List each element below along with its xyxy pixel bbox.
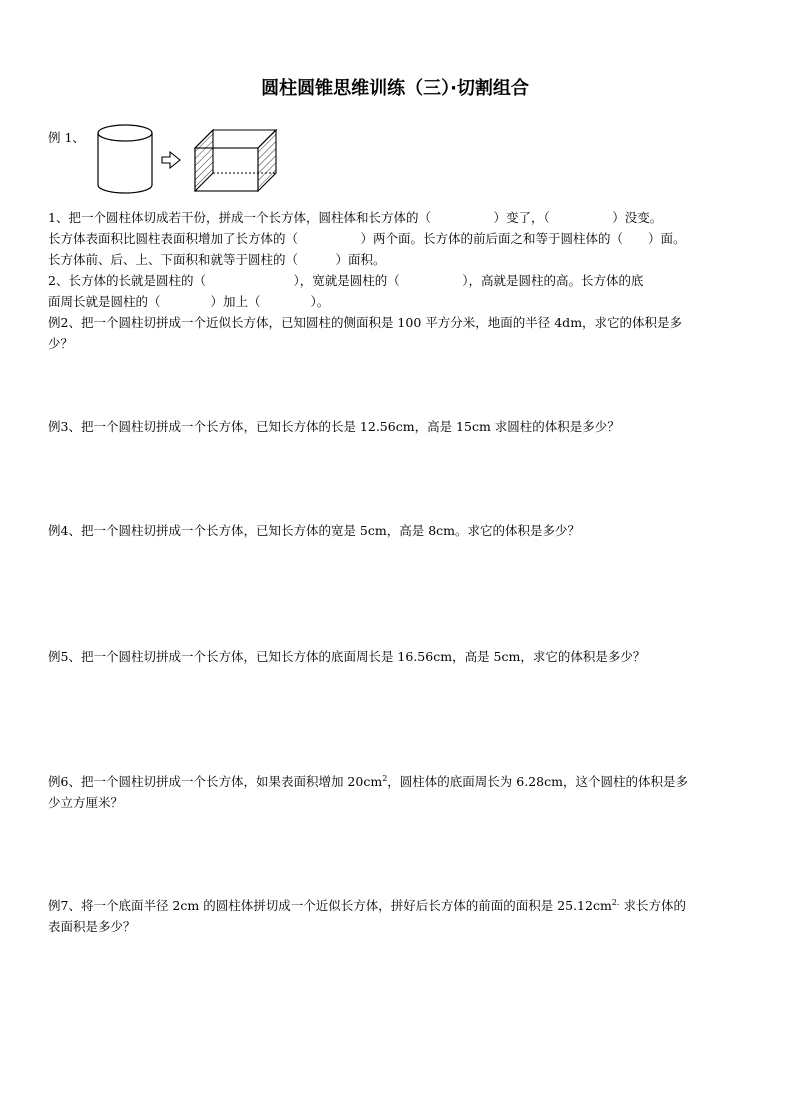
page-title: 圆柱圆锥思维训练（三）·切割组合 <box>261 78 529 99</box>
example-6-line-1 <box>48 772 688 792</box>
example-1-line-5: 面周长就是圆柱的（ ）加上（ ）。 <box>48 294 330 309</box>
example-1-line-1: 1、把一个圆柱体切成若干份，拼成一个长方体，圆柱体和长方体的（ ）变了，（ ）没变。 <box>48 210 663 225</box>
example-2-line-2: 少？ <box>48 336 74 351</box>
example-2-line-1: 例2、把一个圆柱切拼成一个近似长方体，已知圆柱的侧面积是 100 平方分米，地面的半径 4dm，求它的体积是多 <box>48 315 683 330</box>
cylinder-shape <box>98 125 152 193</box>
example-1-line-3: 长方体前、后、上、下面积和就等于圆柱的（ ）面积。 <box>48 252 386 267</box>
example-6-line-2: 少立方厘米？ <box>48 795 124 810</box>
example-1-line-4: 2、长方体的长就是圆柱的（ ），宽就是圆柱的（ ），高就是圆柱的高。长方体的底 <box>48 273 644 288</box>
superscript-2: 2. <box>611 897 620 907</box>
superscript-2: 2 <box>382 773 388 783</box>
cylinder-to-cuboid-figure <box>92 120 282 195</box>
example-5-text: 例5、把一个圆柱切拼成一个长方体，已知长方体的底面周长是 16.56cm，高是 5cm，求它的体积是多少？ <box>48 649 646 664</box>
example-7-text-a: 例7、将一个底面半径 2cm 的圆柱体拼切成一个近似长方体，拼好后长方体的前面的面积是 25.12cm <box>48 898 612 913</box>
example-1-line-2: 长方体表面积比圆柱表面积增加了长方体的（ ）两个面。长方体的前后面之和等于圆柱体的（ ）面。 <box>48 231 686 246</box>
example-3-text: 例3、把一个圆柱切拼成一个长方体，已知长方体的长是 12.56cm，高是 15cm 求圆柱的体积是多少？ <box>48 419 620 434</box>
cuboid-shape <box>195 130 276 191</box>
example-4-text: 例4、把一个圆柱切拼成一个长方体，已知长方体的宽是 5cm，高是 8cm。求它的体积是多少？ <box>48 523 581 538</box>
example-7-text-b: 求长方体的 <box>619 898 686 913</box>
example-1-label: 例 1、 <box>48 130 85 145</box>
example-6-text-a: 例6、把一个圆柱切拼成一个长方体，如果表面积增加 20cm <box>48 774 383 789</box>
example-6-text-b: ，圆柱体的底面周长为 6.28cm，这个圆柱的体积是多 <box>387 774 688 789</box>
transform-arrow-icon <box>162 152 180 168</box>
example-7-line-1 <box>48 896 686 916</box>
example-7-line-2: 表面积是多少？ <box>48 919 136 934</box>
